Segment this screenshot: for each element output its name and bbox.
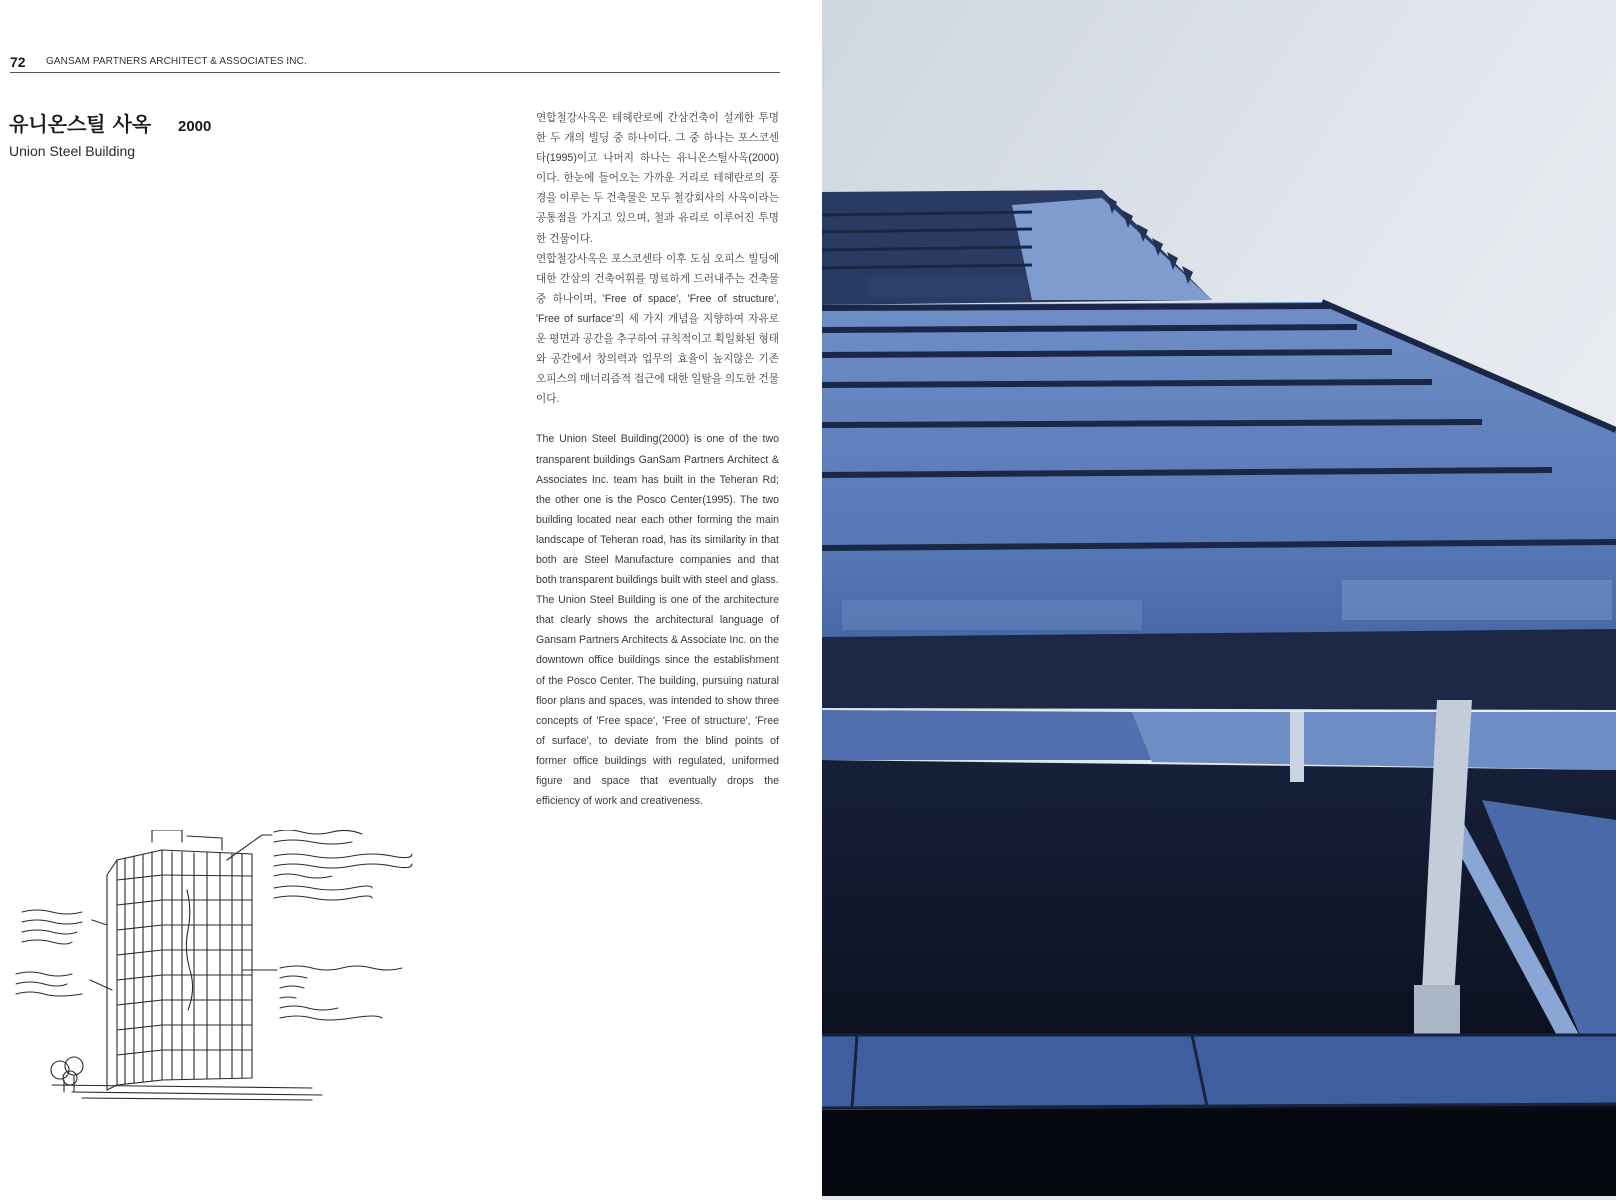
english-paragraph: The Union Steel Building(2000) is one of the two transparent buildings GanSam Partners Architect & Associates Inc. team has built in the Teheran Rd; the other one is the Posco Center(1995). The two building located near each other forming the main landscape of Teheran road, has its similarity in that both are Steel Manufacture companies and that both transparent buildings built with steel and glass. (536, 433, 779, 587)
title-english: Union Steel Building (9, 143, 136, 159)
publisher-name: GANSAM PARTNERS ARCHITECT & ASSOCIATES INC. (46, 56, 307, 67)
page-number: 72 (10, 54, 26, 70)
english-paragraph: The Union Steel Building is one of the architecture that clearly shows the architectural language of Gansam Partners Architects & Associate Inc. on the downtown office buildings since the establishment of the Posco Center. The building, pursuing natural floor plans and spaces, was intended to show three concepts of 'Free space', 'Free of structure', 'Free of surface', to deviate from the blind points of former office buildings with regulated, uniformed figure and space that eventually drops the efficiency of work and creativeness. (536, 594, 779, 808)
photo-illustration (822, 0, 1616, 1200)
body-text-column (536, 108, 779, 811)
title-korean: 유니온스틸 사옥 (9, 112, 152, 136)
korean-paragraph: 연합철강사옥은 테헤란로에 간삼건축이 설계한 투명한 두 개의 빌딩 중 하나이다. 그 중 하나는 포스코센타(1995)이고 나머지 하나는 유니온스틸사옥(2000)이다. 한눈에 들어오는 가까운 거리로 테헤란로의 풍경을 이루는 두 건축물은 모두 철강회사의 사옥이라는 공통점을 가지고 있으며, 철과 유리로 이루어진 투명한 건물이다. (536, 112, 779, 245)
korean-paragraph: 연합철강사옥은 포스코센타 이후 도심 오피스 빌딩에 대한 간삼의 건축어휘를 명료하게 드러내주는 건축물 중 하나이며, 'Free of space', 'Free of structure', 'Free of surface'의 세 가지 개념을 지향하여 자유로운 평면과 공간을 추구하여 규칙적이고 획일화된 형태와 공간에서 창의력과 업무의 효율이 높지않은 기존 오피스의 매너리즘적 접근에 대한 일탈을 의도한 건물이다. (536, 252, 779, 406)
concept-sketch (12, 830, 432, 1140)
title-year: 2000 (178, 118, 212, 135)
building-photograph (822, 0, 1616, 1200)
running-header (10, 52, 780, 73)
